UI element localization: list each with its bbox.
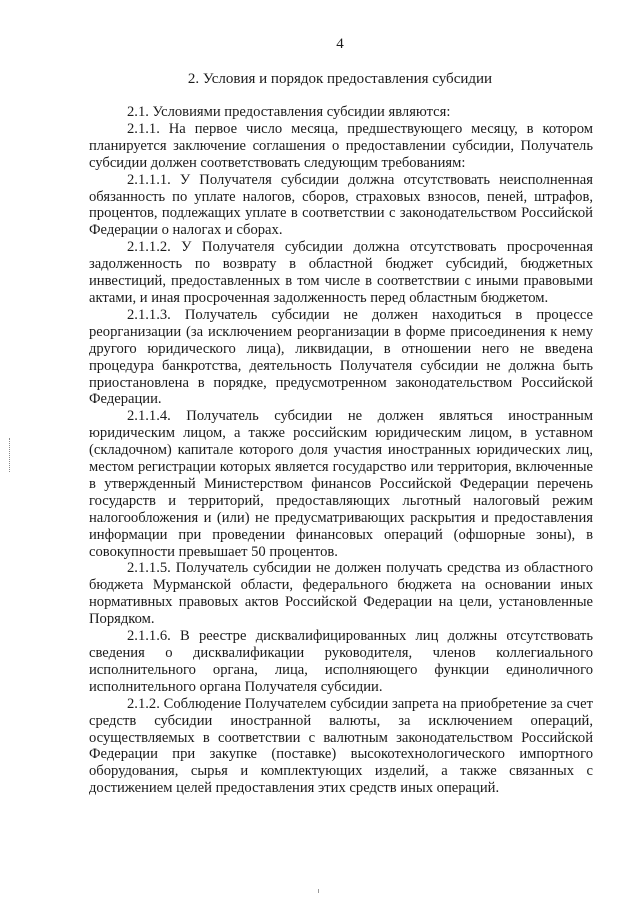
paragraph-2-1-1-1: 2.1.1.1. У Получателя субсидии должна отсутствовать неисполненная обязанность по уплате налогов, сборов, страховых взносов, пеней, штрафов, процентов, подлежащих уплате в соответствии с законодательством Российской Федерации о налогах и сборах. <box>89 171 593 239</box>
paragraph-2-1-2: 2.1.2. Соблюдение Получателем субсидии запрета на приобретение за счет средств субсидии иностранной валюты, за исключением операций, осуществляемых в соответствии с валютным законодательством Российской Федерации при закупке (поставке) высокотехнологического импортного оборудования, сырья и комплектующих изделий, а также связанных с достижением целей предоставления этих средств иных операций. <box>89 695 593 797</box>
paragraph-2-1-1-4: 2.1.1.4. Получатель субсидии не должен являться иностранным юридическим лицом, а также российским юридическим лицом, в уставном (складочном) капитале которого доля участия иностранных юридических лиц, местом регистрации которых является государство или территория, включенные в утвержденный Министерством финансов Российской Федерации перечень государств и территорий, предоставляющих льготный налоговый режим налогообложения и (или) не предусматривающих раскрытия и предоставления информации при проведении финансовых операций (офшорные зоны), в совокупности превышает 50 процентов. <box>89 408 593 560</box>
paragraph-2-1-1-5: 2.1.1.5. Получатель субсидии не должен получать средства из областного бюджета Мурманской области, федерального бюджета на основании иных нормативных правовых актов Российской Федерации на цели, установленные Порядком. <box>89 560 593 628</box>
paragraph-2-1-1-6: 2.1.1.6. В реестре дисквалифицированных лиц должны отсутствовать сведения о дисквалификации руководителя, членов коллегиального исполнительного органа, лица, исполняющего функции единоличного исполнительного органа Получателя субсидии. <box>89 628 593 695</box>
page-number: 4 <box>336 36 344 52</box>
paragraph-2-1-1: 2.1.1. На первое число месяца, предшествующего месяцу, в котором планируется заключение соглашения о предоставлении субсидии, Получатель субсидии должен соответствовать следующим требованиям: <box>89 120 593 171</box>
scan-margin-mark <box>9 438 12 472</box>
body-text <box>89 104 593 797</box>
paragraph-2-1-1-2: 2.1.1.2. У Получателя субсидии должна отсутствовать просроченная задолженность по возврату в областной бюджет субсидий, бюджетных инвестиций, предоставленных в том числе в соответствии с иными правовыми актами, и иная просроченная задолженность перед областным бюджетом. <box>89 239 593 306</box>
section-title: 2. Условия и порядок предоставления субсидии <box>187 71 493 87</box>
paragraph-2-1: 2.1. Условиями предоставления субсидии являются: <box>127 104 451 120</box>
scan-artifact <box>318 889 319 893</box>
paragraph-2-1-1-3: 2.1.1.3. Получатель субсидии не должен находиться в процессе реорганизации (за исключением реорганизации в форме присоединения к нему другого юридического лица), ликвидации, в отношении него не введена процедура банкротства, деятельность Получателя субсидии не должна быть приостановлена в порядке, предусмотренном законодательством Российской Федерации. <box>89 306 593 408</box>
